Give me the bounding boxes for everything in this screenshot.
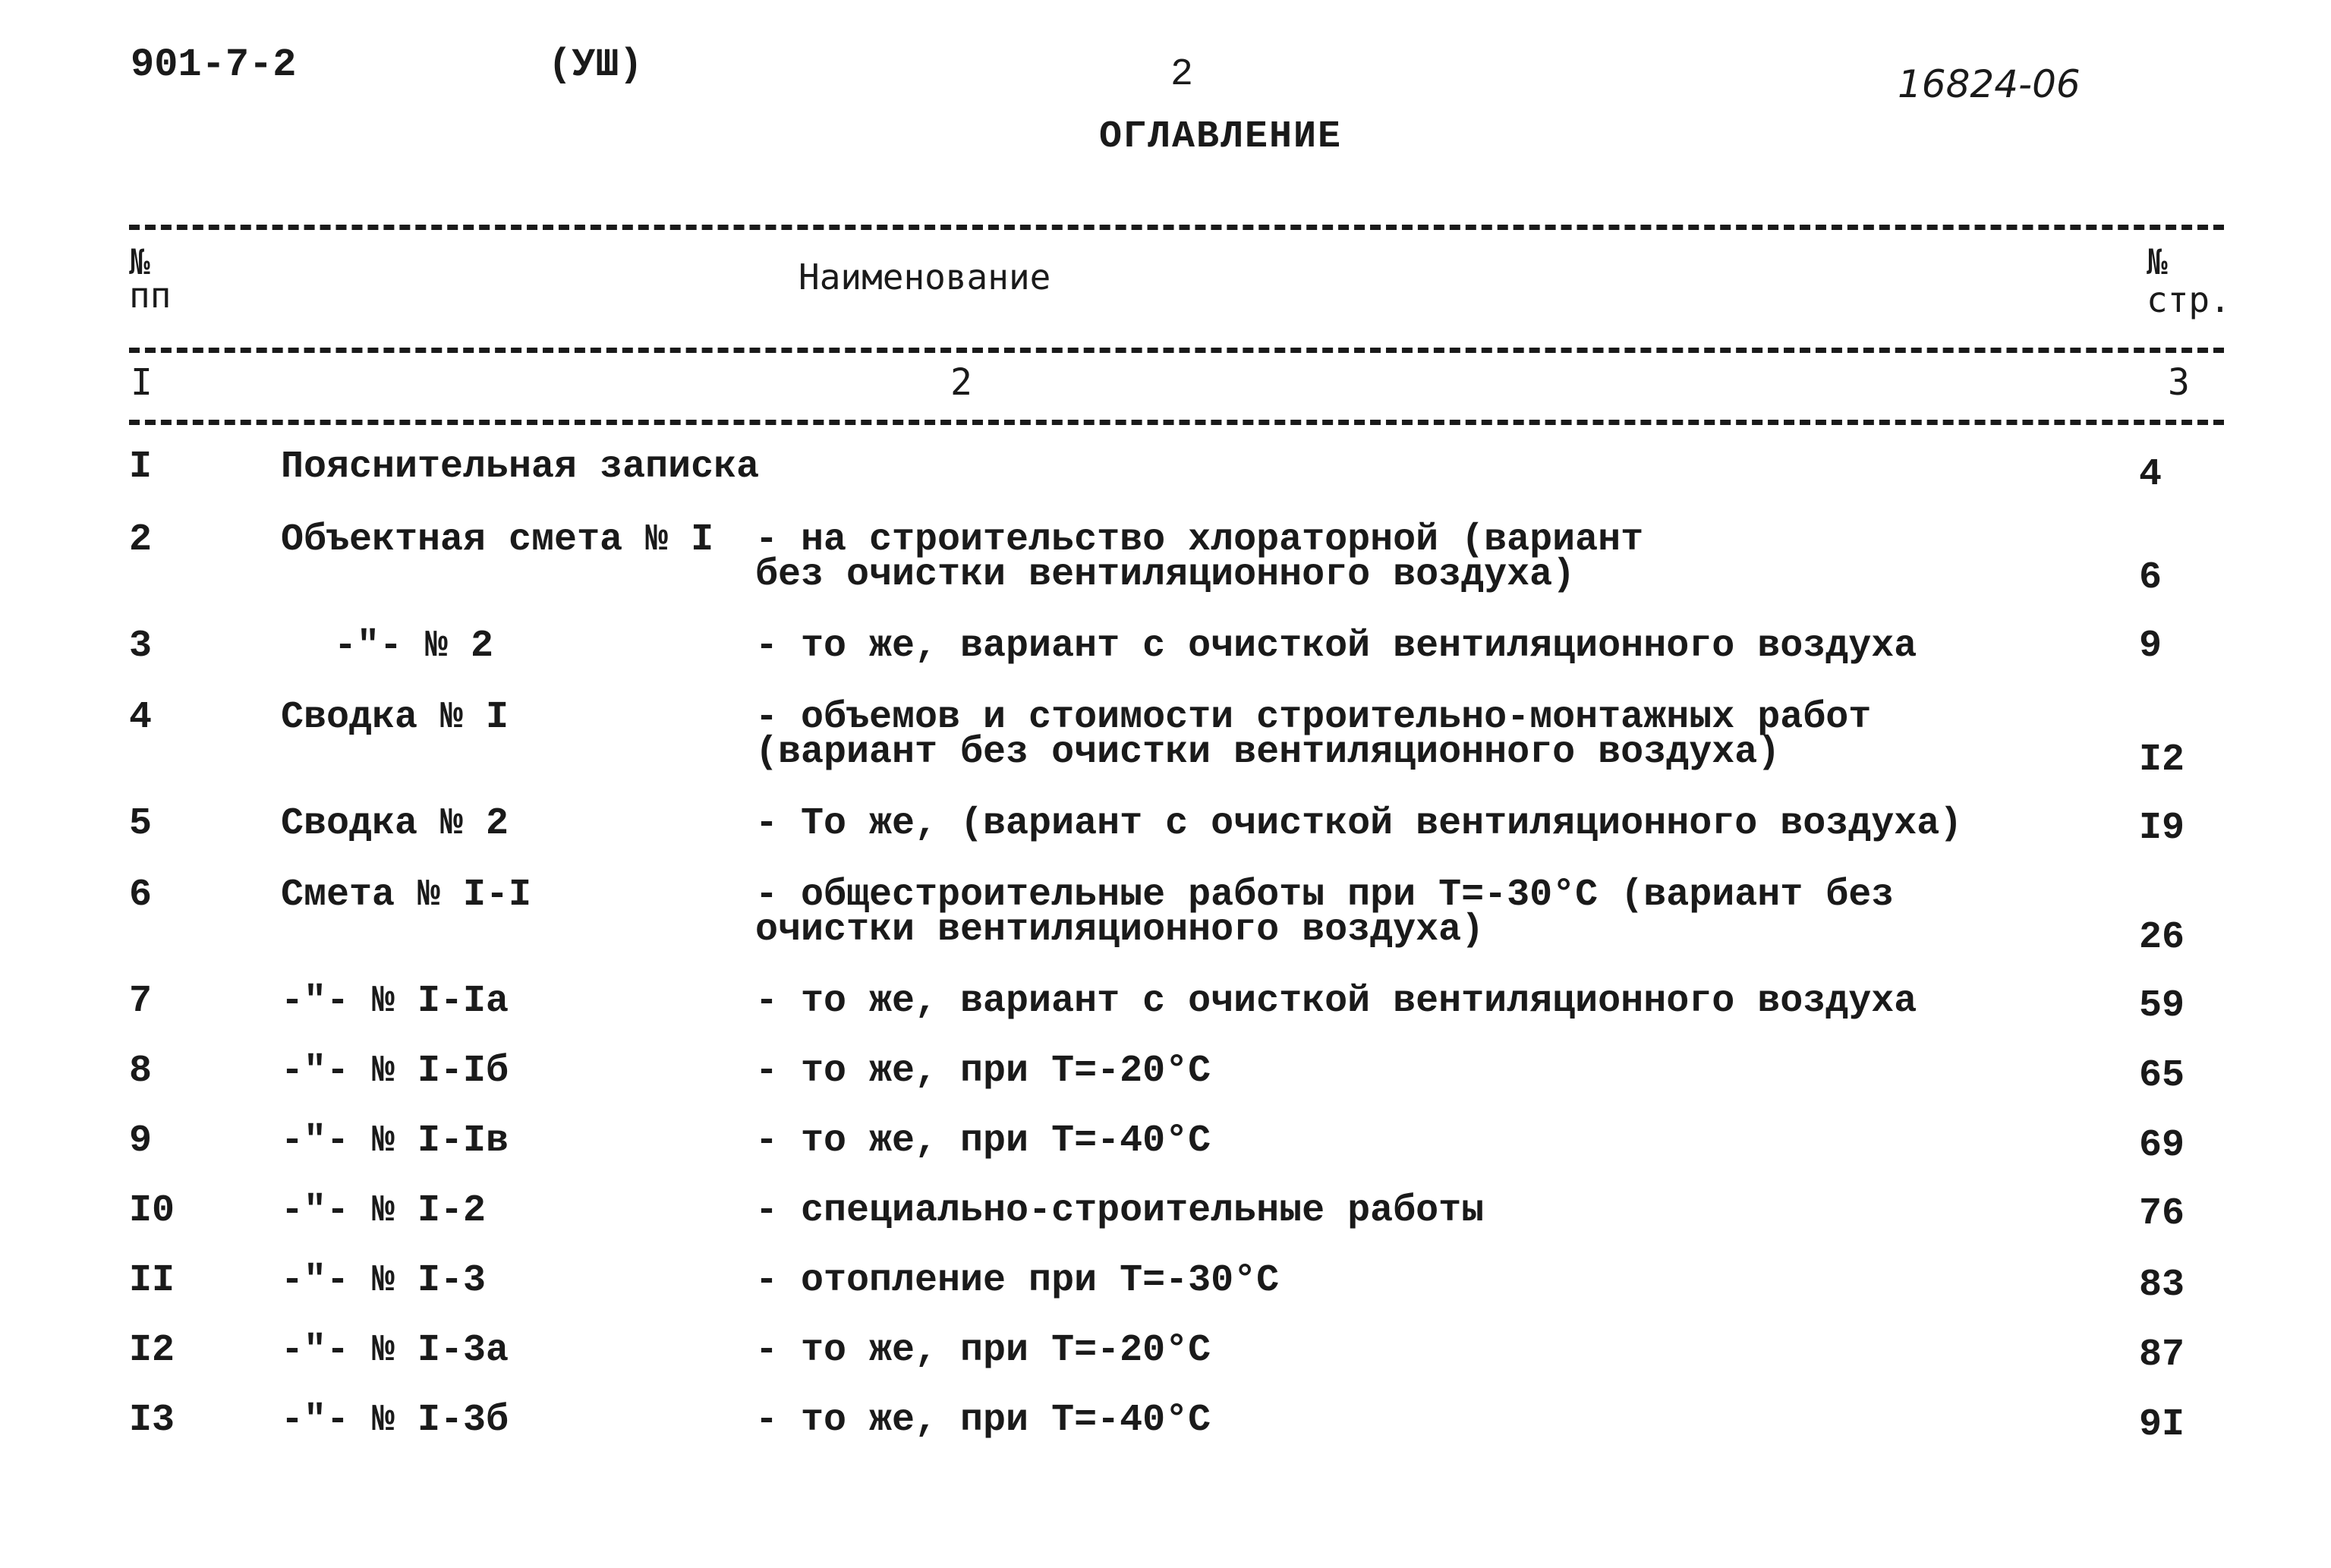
row-description-line1: - отопление при Т=-30°С	[755, 1259, 1280, 1302]
page-number: 2	[1170, 53, 1194, 96]
col-page-header-line2: стр.	[2147, 279, 2231, 320]
col-page-index: 3	[2168, 361, 2190, 404]
row-page: 87	[2139, 1333, 2185, 1377]
header-bottom-rule	[129, 348, 2224, 353]
row-name: -"- № I-Iб	[281, 1050, 509, 1093]
row-description-line1: - то же, при Т=-40°С	[755, 1119, 1211, 1163]
page-title: ОГЛАВЛЕНИЕ	[1099, 115, 1343, 159]
row-page: 76	[2139, 1192, 2185, 1236]
row-description-line2: очистки вентиляционного воздуха)	[755, 908, 1485, 952]
row-name: Пояснительная записка	[281, 446, 760, 489]
row-page: 59	[2139, 984, 2185, 1028]
index-bottom-rule	[129, 420, 2224, 425]
row-number: 5	[129, 802, 153, 845]
row-name: Сводка № 2	[281, 802, 509, 845]
table-top-rule	[129, 225, 2224, 230]
row-description-line1: - то же, при Т=-20°С	[755, 1329, 1211, 1372]
row-page: 69	[2139, 1124, 2185, 1167]
row-number: 8	[129, 1050, 153, 1093]
row-description-line1: - объемов и стоимости строительно-монтажных работ	[755, 696, 1872, 739]
row-name: Смета № I-I	[281, 874, 532, 917]
row-name: -"- № 2	[334, 625, 494, 668]
col-num-index: I	[131, 361, 153, 404]
row-number: 3	[129, 625, 153, 668]
row-description-line1: - то же, вариант с очисткой вентиляционного воздуха	[755, 625, 1917, 668]
row-name: -"- № I-3б	[281, 1399, 509, 1442]
row-number: 2	[129, 518, 153, 562]
row-page: 65	[2139, 1054, 2185, 1097]
row-description-line1: - специально-строительные работы	[755, 1189, 1485, 1233]
row-name: -"- № I-Iа	[281, 980, 509, 1023]
row-name: -"- № I-3	[281, 1259, 487, 1302]
row-page: 9I	[2139, 1403, 2185, 1447]
row-page: 9	[2139, 625, 2162, 668]
row-page: 83	[2139, 1264, 2185, 1307]
row-number: 6	[129, 874, 153, 917]
row-number: 4	[129, 696, 153, 739]
row-name: Сводка № I	[281, 696, 509, 739]
row-description-line2: (вариант без очистки вентиляционного воздуха)	[755, 731, 1781, 774]
row-description-line1: - то же, при Т=-40°С	[755, 1399, 1211, 1442]
col-num-header-line2: пп	[129, 275, 172, 316]
col-name-index: 2	[950, 361, 972, 404]
document-code: 901-7-2	[131, 43, 297, 87]
row-number: II	[129, 1259, 175, 1302]
col-page-header-line1: №	[2147, 241, 2168, 282]
row-page: I9	[2139, 807, 2185, 850]
row-description-line2: без очистки вентиляционного воздуха)	[755, 553, 1576, 597]
row-number: I3	[129, 1399, 175, 1442]
row-number: I2	[129, 1329, 175, 1372]
row-name: Объектная смета № I	[281, 518, 714, 562]
row-name: -"- № I-Iв	[281, 1119, 509, 1163]
row-number: I	[129, 446, 153, 489]
volume-label: (УШ)	[548, 43, 643, 87]
row-page: 26	[2139, 916, 2185, 959]
row-page: 4	[2139, 453, 2162, 496]
row-page: 6	[2139, 556, 2162, 600]
row-number: 9	[129, 1119, 153, 1163]
col-num-header-line1: №	[129, 241, 150, 282]
row-description-line1: - То же, (вариант с очисткой вентиляционного воздуха)	[755, 802, 1963, 845]
col-name-header: Наименование	[799, 257, 1051, 298]
row-number: 7	[129, 980, 153, 1023]
row-name: -"- № I-2	[281, 1189, 487, 1233]
row-description-line1: - общестроительные работы при Т=-30°С (вариант без	[755, 874, 1895, 917]
row-name: -"- № I-3а	[281, 1329, 509, 1372]
row-description-line1: - то же, вариант с очисткой вентиляционного воздуха	[755, 980, 1917, 1023]
row-number: I0	[129, 1189, 175, 1233]
row-page: I2	[2139, 738, 2185, 782]
row-description-line1: - то же, при Т=-20°С	[755, 1050, 1211, 1093]
row-description-line1: - на строительство хлораторной (вариант	[755, 518, 1644, 562]
inventory-number: 16824-06	[1898, 62, 2081, 106]
